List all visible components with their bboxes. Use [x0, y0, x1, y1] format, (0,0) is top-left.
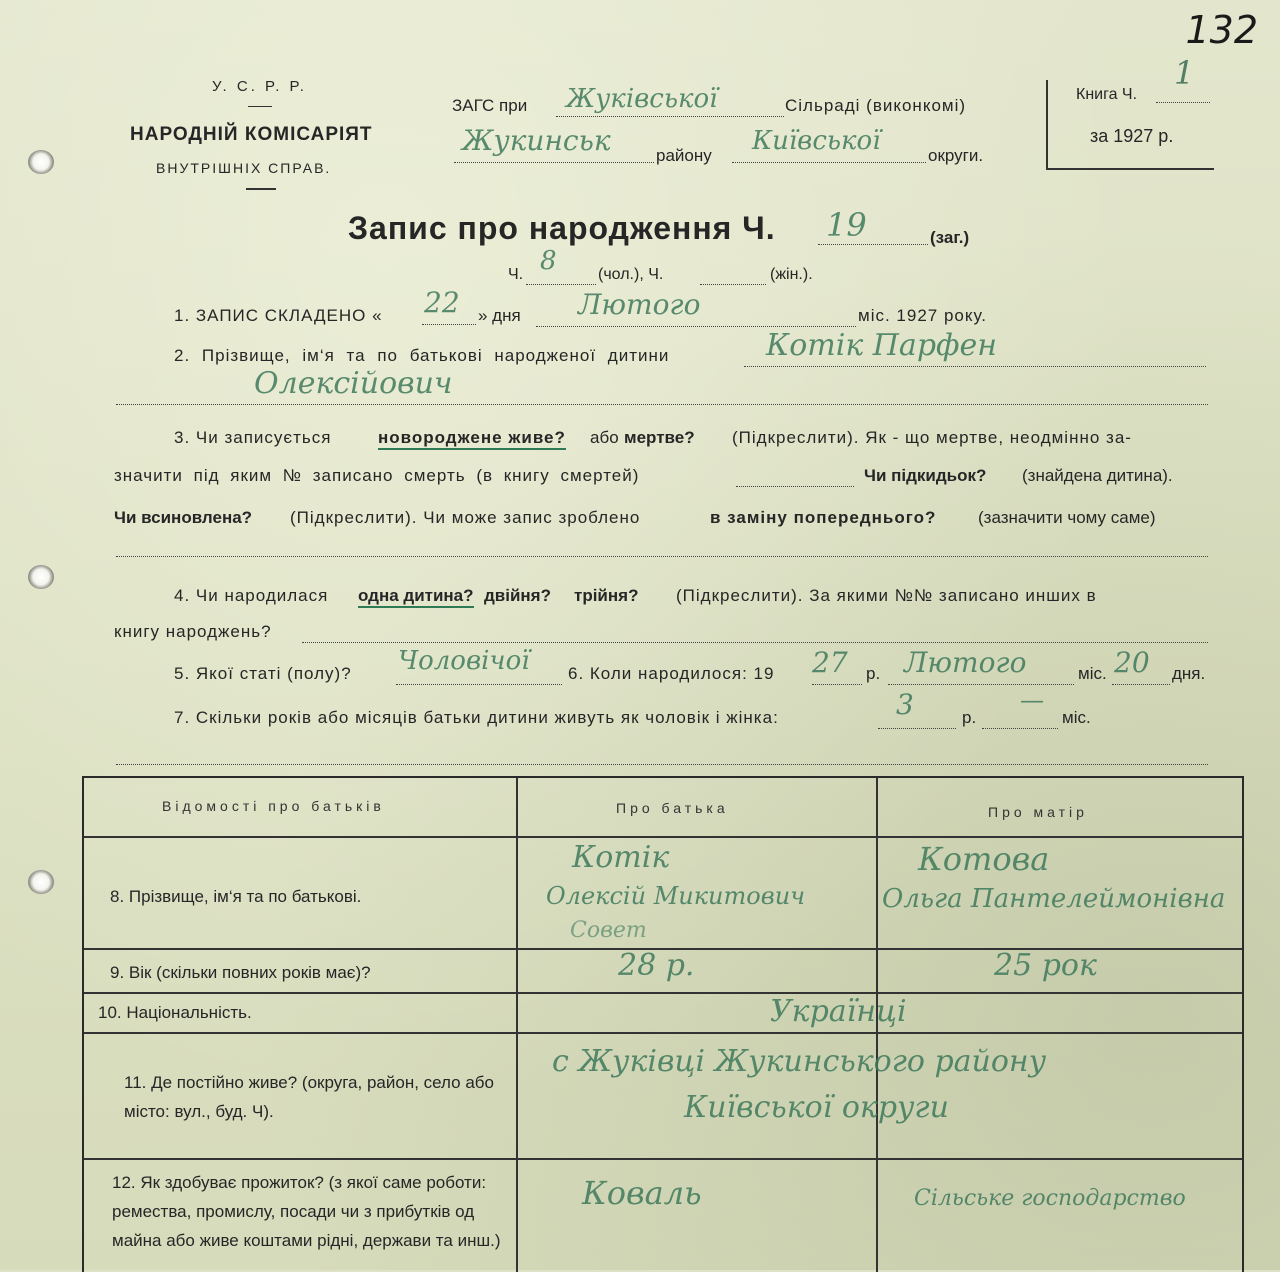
- book-number-hand: 1: [1174, 54, 1195, 92]
- field5-line: [396, 684, 562, 685]
- divider: [246, 188, 276, 190]
- father-age: 28 р.: [618, 948, 695, 983]
- father-occupation: Коваль: [582, 1174, 702, 1212]
- record-title: Запис про народження Ч.: [348, 210, 776, 246]
- village-line: [556, 116, 784, 117]
- okruha-line: [732, 162, 926, 163]
- field2-hand2: Олексійович: [254, 366, 453, 401]
- row-divider: [84, 836, 1242, 838]
- field3-adopted: Чи всиновлена?: [114, 508, 253, 527]
- male-count-line: [526, 284, 596, 285]
- field7-years-line: [878, 728, 956, 729]
- field3-line3b: (зазначити чому саме): [978, 508, 1156, 527]
- field2-line1: [744, 366, 1206, 367]
- field1-mid: » дня: [478, 306, 521, 325]
- parents-table: [82, 776, 1244, 1272]
- male-prefix: Ч.: [508, 266, 524, 283]
- field3-dead: мертве?: [624, 428, 695, 447]
- field3-line1: 3. Чи записується: [174, 428, 332, 447]
- raion-line: [454, 162, 654, 163]
- binding-hole: [28, 565, 54, 589]
- okruha-hand: Київської: [752, 126, 881, 156]
- male-count-hand: 8: [540, 246, 557, 276]
- book-year: за 1927 р.: [1090, 126, 1174, 146]
- divider: [248, 106, 272, 107]
- field4-one: одна дитина?: [358, 586, 474, 608]
- field4-twins: двійня?: [484, 586, 551, 605]
- field7-label: 7. Скільки років або місяців батьки дитини живуть як чоловік і жінка:: [174, 708, 779, 727]
- raion-label: району: [656, 146, 712, 165]
- field6-day-hand: 20: [1114, 646, 1150, 679]
- mother-name: Ольга Пантелеймонівна: [882, 884, 1226, 914]
- field6-r: р.: [866, 664, 881, 683]
- field6-year-hand: 27: [812, 646, 848, 679]
- field1-day-hand: 22: [424, 286, 460, 319]
- nationality: Українці: [770, 994, 907, 1029]
- father-name: Олексій Микитович: [546, 882, 806, 910]
- commissariat-label: НАРОДНІЙ КОМІСАРІЯТ: [130, 124, 373, 145]
- field7-mis: міс.: [1062, 708, 1091, 727]
- row-divider: [84, 1158, 1242, 1160]
- field7-dash: —: [1020, 686, 1044, 714]
- female-suffix: (жін.).: [770, 266, 813, 283]
- row-divider: [84, 1032, 1242, 1034]
- field4-line: [302, 642, 1208, 643]
- field3-line2b: (знайдена дитина).: [1022, 466, 1173, 485]
- field3-death-line: [736, 486, 854, 487]
- row-label: 10. Національність.: [98, 1003, 252, 1022]
- council-label: Сільраді (виконкомі): [785, 96, 967, 115]
- header-mother: Про матір: [988, 804, 1088, 820]
- field3-alive: новороджене живе?: [378, 428, 566, 450]
- field3-or: або: [590, 428, 619, 447]
- field6-month-line: [888, 684, 1074, 685]
- field3-replace: в заміну попереднього?: [710, 508, 937, 527]
- binding-hole: [28, 870, 54, 894]
- column-divider: [516, 778, 518, 1272]
- mother-age: 25 рок: [994, 948, 1097, 983]
- page-number: 132: [1185, 8, 1258, 52]
- female-count-line: [700, 284, 766, 285]
- field6-label: 6. Коли народилося: 19: [568, 664, 775, 683]
- field3-line2: значити під яким № записано смерть (в книгу смертей): [114, 466, 640, 485]
- book-label: Книга Ч.: [1076, 86, 1138, 103]
- field2-line2: [116, 404, 1208, 405]
- field6-mis: міс.: [1078, 664, 1107, 683]
- field1-label: 1. ЗАПИС СКЛАДЕНО «: [174, 306, 383, 325]
- field3-line3: (Підкреслити). Чи може запис зроблено: [290, 508, 641, 527]
- field7-months-line: [982, 728, 1058, 729]
- row-divider: [84, 992, 1242, 994]
- row-label: 9. Вік (скільки повних років має)?: [110, 963, 371, 982]
- record-number-line: [818, 244, 928, 245]
- raion-hand: Жукинськ: [462, 124, 611, 157]
- field5-hand: Чоловічої: [398, 646, 530, 676]
- field4-line2: книгу народжень?: [114, 622, 272, 641]
- field7-r: р.: [962, 708, 977, 727]
- field1-month-line: [536, 326, 856, 327]
- row-label: 8. Прізвище, ім‘я та по батькові.: [110, 887, 362, 906]
- father-surname: Котік: [572, 840, 670, 875]
- field6-month-hand: Лютого: [904, 646, 1027, 679]
- residence-line1: с Жуківці Жукинського району: [552, 1044, 1047, 1079]
- field3-line4: [116, 556, 1208, 557]
- field3-line1c: (Підкреслити). Як - що мертве, неодмінно за-: [732, 428, 1132, 447]
- field1-end: міс. 1927 року.: [858, 306, 988, 325]
- field6-day-line: [1112, 684, 1170, 685]
- village-hand: Жуківської: [566, 84, 718, 114]
- field1-day-line: [422, 324, 476, 325]
- zags-prefix: ЗАГС при: [452, 96, 528, 115]
- header-father: Про батька: [616, 800, 729, 816]
- father-extra: Совет: [570, 918, 647, 943]
- row-label: 12. Як здобуває прожиток? (з якої саме роботи: ремества, промислу, посади чи з прибутків од майна або живе коштами рідні, держави та инш.): [112, 1173, 501, 1250]
- field1-month-hand: Лютого: [578, 288, 701, 321]
- field5-label: 5. Якої статі (полу)?: [174, 664, 352, 683]
- mother-surname: Котова: [918, 840, 1050, 878]
- field7-line2: [116, 764, 1208, 765]
- field4-triplets: трійня?: [574, 586, 639, 605]
- dept-label: ВНУТРІШНІХ СПРАВ.: [156, 160, 332, 176]
- record-number-hand: 19: [826, 206, 867, 244]
- field2-hand1: Котік Парфен: [766, 328, 998, 363]
- field3-foundling: Чи підкидьок?: [864, 466, 987, 485]
- book-number-line: [1156, 102, 1210, 103]
- field7-hand: 3: [896, 688, 914, 721]
- ussr-label: У. С. Р. Р.: [212, 78, 307, 95]
- field6-dnya: дня.: [1172, 664, 1206, 683]
- header-parents-info: Відомості про батьків: [162, 798, 385, 814]
- field6-year-line: [812, 684, 862, 685]
- field4-line1b: (Підкреслити). За якими №№ записано инших в: [676, 586, 1097, 605]
- mother-occupation: Сільське господарство: [914, 1186, 1186, 1211]
- field2-label: 2. Прізвище, ім‘я та по батькові народженої дитини: [174, 346, 670, 365]
- record-title-suffix: (заг.): [930, 228, 970, 247]
- okruha-label: округи.: [928, 146, 984, 165]
- row-label: 11. Де постійно живе? (округа, район, село або місто: вул., буд. Ч).: [124, 1073, 494, 1121]
- residence-line2: Київської округи: [684, 1090, 949, 1125]
- male-suffix: (чол.), Ч.: [598, 266, 664, 283]
- binding-hole: [28, 150, 54, 174]
- field4-line1: 4. Чи народилася: [174, 586, 329, 605]
